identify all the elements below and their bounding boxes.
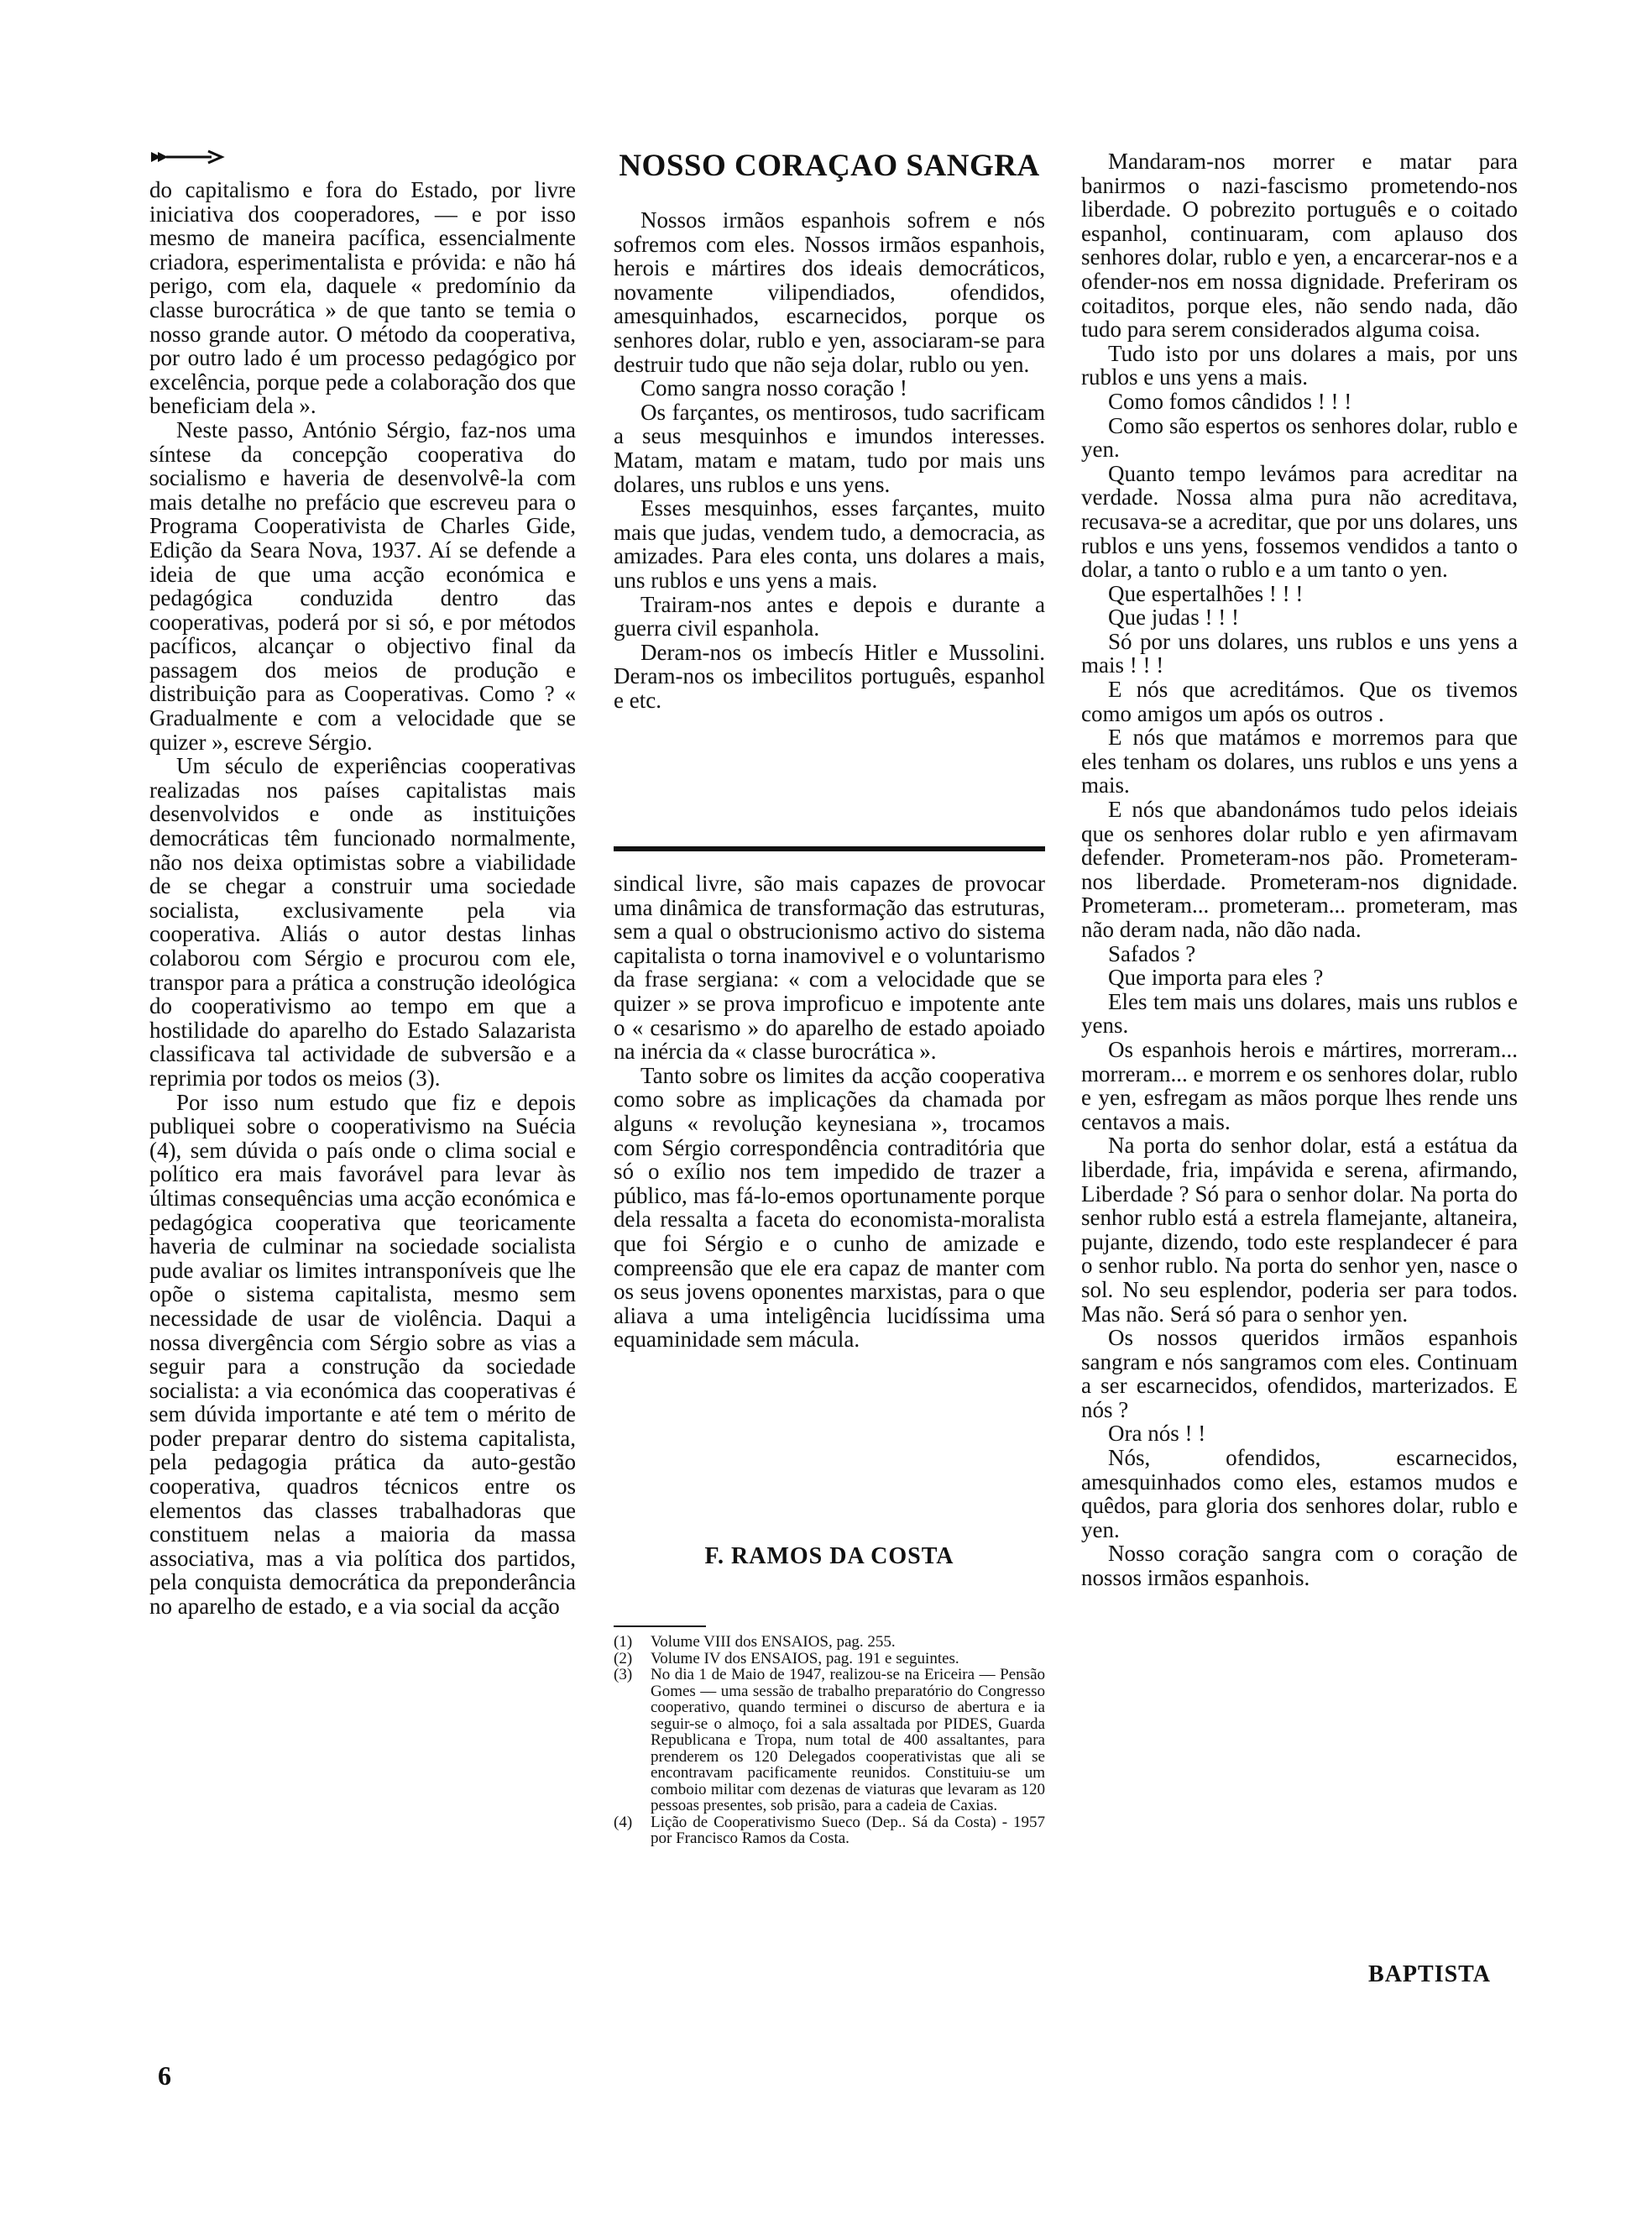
article-paragraph: E nós que acreditámos. Que os tivemos como amigos um após os outros . (1081, 677, 1518, 726)
article-paragraph: Tudo isto por uns dolares a mais, por uns rublos e uns yens a mais. (1081, 340, 1518, 390)
footnote-number: (3) (614, 1666, 633, 1683)
middle-column-continuation (614, 872, 1045, 1352)
footnote-text: No dia 1 de Maio de 1947, realizou-se na Ericeira — Pensão Gomes — uma sessão de trabalho preparatório do Congresso cooperativo, quando terminei o discurso de abertura e ia seguir-se o almoço, foi a sala assaltada por PIDES, Guarda Republicana e Tropa, num total de 400 assaltantes, para prenderem os 120 Delegados cooperativistas que ali se encontravam pacificamente reunidos. Constituiu-se um comboio militar com dezenas de viaturas que levaram as 120 pessoas presentes, sob prisão, para a cadeia de Caxias. (651, 1666, 1045, 1814)
left-column-article (149, 178, 576, 1619)
article-paragraph: Nosso coração sangra com o coração de nossos irmãos espanhois. (1081, 1541, 1518, 1591)
article-paragraph: Nós, ofendidos, escarnecidos, amesquinhados como eles, estamos mudos e quêdos, para gloria dos senhores dolar, rublo e yen. (1081, 1445, 1518, 1542)
article-paragraph: Eles tem mais uns dolares, mais uns rublos e yens. (1081, 988, 1518, 1039)
article-paragraph: Deram-nos os imbecís Hitler e Mussolini. Deram-nos os imbecilitos português, espanhol e etc. (614, 639, 1045, 713)
article-paragraph: Neste passo, António Sérgio, faz-nos uma síntese da concepção cooperativa do socialismo e haveria de desenvolvê-la com mais detalhe no prefácio que escreveu para o Programa Cooperativista de Charles Gide, Edição da Seara Nova, 1937. Aí se defende a ideia de que uma acção económica e pedagógica conduzida dentro das cooperativas, poderá por si só, e por métodos pacíficos, alcançar o objectivo final da passagem dos meios de produção e distribuição para as Cooperativas. Como ? « Gradualmente e com a velocidade que se quizer », escreve Sérgio. (149, 416, 576, 755)
footnotes (614, 1634, 1045, 1847)
article-headline: NOSSO CORAÇAO SANGRA (619, 149, 1040, 183)
article-paragraph: E nós que abandonámos tudo pelos ideiais que os senhores dolar rublo e yen afirmavam defender. Prometeram-nos pão. Prometeram-nos liberdade. Prometeram-nos dignidade. Prometeram... prometeram... prometeram, mas não deram nada, não dão nada. (1081, 797, 1518, 942)
right-arrow-icon (149, 144, 225, 170)
article-paragraph: Um século de experiências cooperativas realizadas nos países capitalistas mais desenvolvidos e onde as instituições democráticas têm funcionado normalmente, não nos deixa optimistas sobre a viabilidade de se chegar a construir uma sociedade socialista, exclusivamente pela via cooperativa. Aliás o autor destas linhas colaborou com Sérgio e procurou com ele, transpor para a prática a construção ideológica do cooperativismo ao tempo em que a hostilidade do aparelho do Estado Salazarista classificava tal actividade de subversão e a reprimia por todos os meios (3). (149, 753, 576, 1091)
article-paragraph: Mandaram-nos morrer e matar para banirmos o nazi-fascismo prometendo-nos liberdade. O pobrezito português e o coitado espanhol, continuaram, com aplauso dos senhores dolar, rublo e yen, a encarcerar-nos e a ofender-nos em nossa dignidade. Preferiram os coitaditos, porque eles, não sendo nada, dão tudo para serem considerados alguma coisa. (1081, 149, 1518, 343)
article-paragraph: Esses mesquinhos, esses farçantes, muito mais que judas, vendem tudo, a democracia, as amizades. Para eles conta, uns dolares a mais, uns rublos e uns yens a mais. (614, 495, 1045, 593)
author-signature: BAPTISTA (1368, 1961, 1491, 1987)
article-paragraph: Quanto tempo levámos para acreditar na verdade. Nossa alma pura não acreditava, recusava-se a acreditar, que por uns dolares, uns rublos e uns yens, fossemos vendidos a tanto o dolar, a tanto o rublo e a um tanto o yen. (1081, 460, 1518, 583)
footnote (614, 1651, 1045, 1667)
article-paragraph: Como são espertos os senhores dolar, rublo e yen. (1081, 412, 1518, 463)
article-paragraph: Que judas ! ! ! (1108, 605, 1239, 631)
footnote (614, 1634, 1045, 1651)
article-paragraph: Por isso num estudo que fiz e depois publiquei sobre o cooperativismo na Suécia (4), sem dúvida o país onde o clima social e político era mais favorável para levar às últimas consequências uma acção económica e pedagógica cooperativa que teoricamente haveria de culminar na sociedade socialista pude avaliar os limites intransponíveis que lhe opõe o sistema capitalista, mesmo sem necessidade de usar de violência. Daqui a nossa divergência com Sérgio sobre as vias a seguir para a construção da sociedade socialista: a via económica das cooperativas é sem dúvida importante e até tem o mérito de poder preparar dentro do sistema capitalista, pela pedagogia prática da auto-gestão cooperativa, quadros técnicos entre os elementos das classes trabalhadoras que constituem nelas a maioria da massa associativa, mas a via política dos partidos, pela conquista democrática da preponderância no aparelho de estado, e a via social da acção (149, 1089, 576, 1620)
article-paragraph: Como fomos cândidos ! ! ! (1108, 388, 1352, 414)
article-paragraph: Ora nós ! ! (1108, 1421, 1206, 1447)
article-paragraph: Na porta do senhor dolar, está a estátua da liberdade, fria, impávida e serena, afirmando, Liberdade ? Só para o senhor dolar. Na porta do senhor rublo está a estrela flamejante, altaneira, pujante, dizendo, todo este resplandecer é para o senhor rublo. Na porta do senhor yen, nasce o sol. No seu esplendor, poderia ser para todos. Mas não. Será só para o senhor yen. (1081, 1133, 1518, 1327)
article-paragraph: Tanto sobre os limites da acção cooperativa como sobre as implicações da chamada por alguns « revolução keynesiana », trocamos com Sérgio correspondência contraditória que só o exílio nos tem impedido de trazer a público, mas fá-lo-emos oportunamente porque dela ressalta a faceta do economista-moralista que foi Sérgio e o cunho de amizade e compreensão que ele era capaz de manter com os seus jovens oponentes marxistas, para o que aliava a uma inteligência lucidíssima uma equaminidade sem mácula. (614, 1062, 1045, 1353)
article-paragraph: Os farçantes, os mentirosos, tudo sacrificam a seus mesquinhos e imundos interesses. Matam, matam e matam, tudo por mais uns dolares, uns rublos e uns yens. (614, 399, 1045, 497)
footnote-number: (4) (614, 1813, 633, 1831)
footnote-number: (1) (614, 1633, 633, 1651)
article-paragraph: Os espanhois herois e mártires, morreram... morreram... e morrem e os senhores dolar, rublo e yen, esfregam as mãos porque lhes rende uns centavos a mais. (1081, 1036, 1519, 1134)
footnote-text: Volume IV dos ENSAIOS, pag. 191 e seguintes. (651, 1649, 959, 1667)
footnote-text: Volume VIII dos ENSAIOS, pag. 255. (651, 1633, 896, 1651)
article-paragraph: Nossos irmãos espanhois sofrem e nós sofremos com eles. Nossos irmãos espanhois, herois e mártires dos ideais democráticos, novamente vilipendiados, ofendidos, amesquinhados, escarnecidos, porque os senhores dolar, rublo e yen, associaram-se para destruir tudo que não seja dolar, rublo ou yen. (614, 207, 1045, 377)
page-number: 6 (158, 2060, 171, 2091)
footnote-text: Lição de Cooperativismo Sueco (Dep.. Sá da Costa) - 1957 por Francisco Ramos da Costa. (651, 1813, 1045, 1847)
article-paragraph: Trairam-nos antes e depois e durante a guerra civil espanhola. (614, 591, 1045, 641)
article-paragraph: Como sangra nosso coração ! (640, 375, 907, 401)
right-column-article (1081, 149, 1518, 1590)
footnote-divider (614, 1625, 706, 1627)
article-paragraph: E nós que matámos e morremos para que eles tenham os dolares, uns rublos e uns yens a mais. (1081, 725, 1518, 798)
footnote-number: (2) (614, 1649, 633, 1667)
article-paragraph: Só por uns dolares, uns rublos e uns yens a mais ! ! ! (1081, 628, 1518, 678)
article-paragraph: Safados ? (1108, 940, 1196, 966)
author-signature: F. RAMOS DA COSTA (704, 1543, 954, 1569)
footnote (614, 1667, 1045, 1814)
section-divider (614, 846, 1045, 851)
article-paragraph: Que espertalhões ! ! ! (1108, 580, 1304, 606)
middle-column-article (614, 208, 1045, 712)
article-paragraph: do capitalismo e fora do Estado, por livre iniciativa dos cooperadores, — e por isso mesmo de maneira pacífica, essencialmente criadora, esperimentalista e próvida: e não há perigo, com ela, daquele « predomínio da classe burocrática » de que tanto se temia o nosso grande autor. O método da cooperativa, por outro lado é um processo pedagógico por excelência, porque pede a colaboração dos que beneficiam dela ». (149, 177, 576, 419)
article-paragraph: sindical livre, são mais capazes de provocar uma dinâmica de transformação das estruturas, sem a qual o obstrucionismo activo do sistema capitalista o torna inamovivel e o voluntarismo da frase sergiana: « com a velocidade que se quizer » se prova improficuo e impotente ante o « cesarismo » do aparelho de estado apoiado na inércia da « classe burocrática ». (614, 871, 1045, 1065)
article-paragraph: Que importa para eles ? (1108, 965, 1324, 991)
article-paragraph: Os nossos queridos irmãos espanhois sangram e nós sangramos com eles. Continuam a ser escarnecidos, ofendidos, marterizados. E nós ? (1081, 1325, 1518, 1422)
footnote (614, 1814, 1045, 1847)
